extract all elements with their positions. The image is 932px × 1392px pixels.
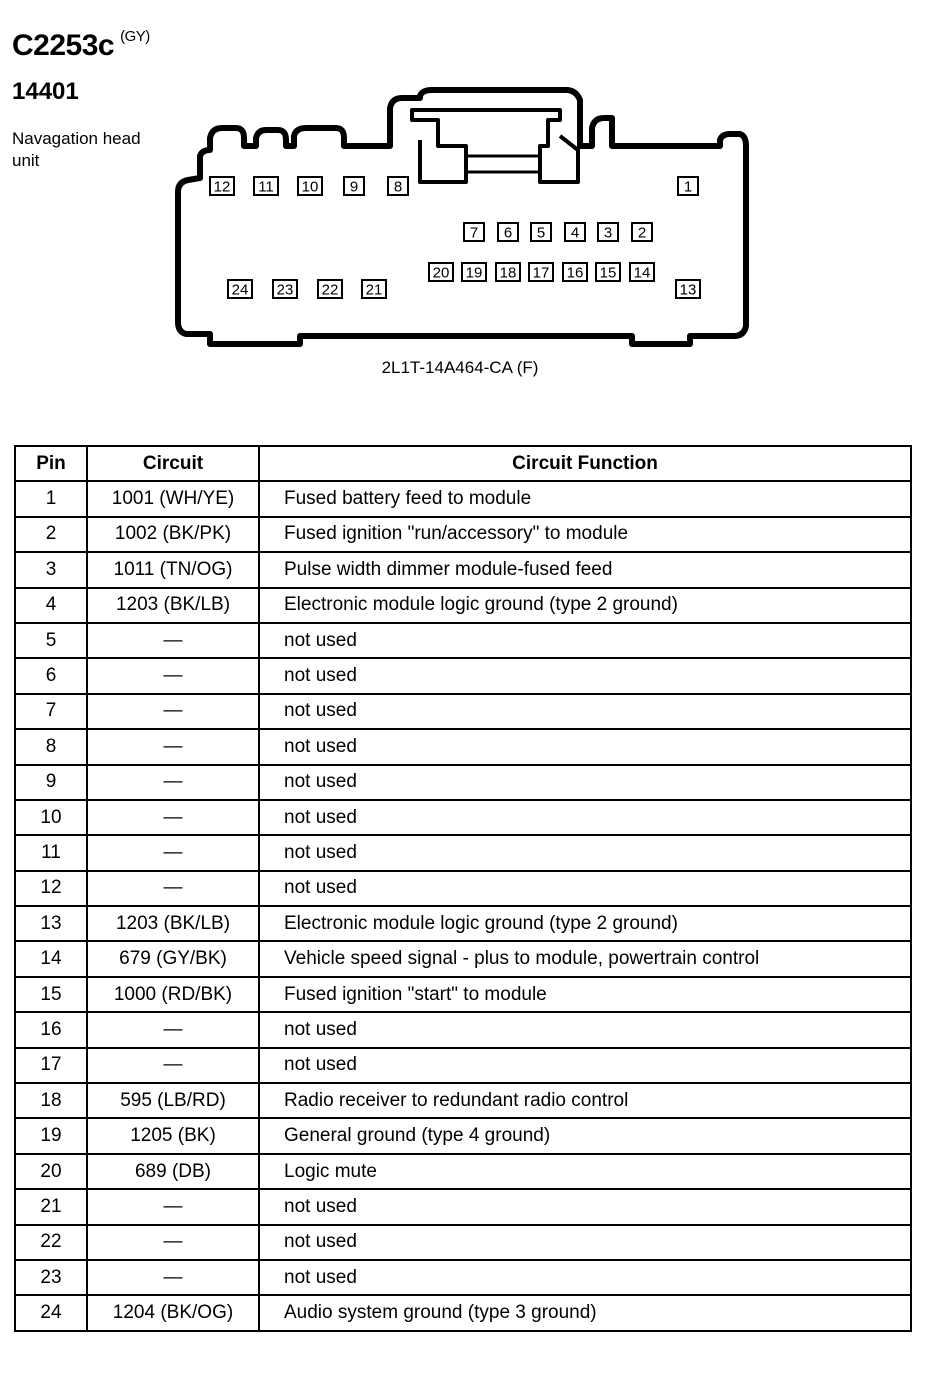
table-row	[15, 977, 911, 1012]
table-row	[15, 623, 911, 658]
cavity-label: 1	[683, 178, 693, 196]
circuit-cell: 689 (DB)	[87, 1154, 259, 1189]
pin-cell: 11	[15, 835, 87, 870]
color-code: (GY)	[120, 28, 150, 45]
cavity-label: 2	[637, 224, 647, 242]
circuit-cell: 1205 (BK)	[87, 1118, 259, 1153]
cavity-label: 21	[365, 281, 383, 299]
pin-cell: 24	[15, 1295, 87, 1330]
pin-cell: 21	[15, 1189, 87, 1224]
cavity-label: 11	[258, 178, 274, 196]
circuit-cell: 1204 (BK/OG)	[87, 1295, 259, 1330]
circuit-cell: —	[87, 1225, 259, 1260]
pin-table	[14, 445, 912, 1332]
part-number: 14401	[12, 78, 79, 105]
table-row	[15, 765, 911, 800]
pin-cell: 2	[15, 517, 87, 552]
cavity-label: 9	[349, 178, 359, 196]
circuit-cell: —	[87, 694, 259, 729]
cavity-label: 5	[536, 224, 546, 242]
cavity-label: 10	[301, 178, 319, 196]
circuit-cell: —	[87, 658, 259, 693]
function-cell: not used	[259, 1189, 911, 1224]
cavity-label: 13	[679, 281, 697, 299]
pin-cell: 3	[15, 552, 87, 587]
pin-cell: 8	[15, 729, 87, 764]
pin-cell: 9	[15, 765, 87, 800]
header-pin: Pin	[15, 446, 87, 481]
pin-cell: 4	[15, 588, 87, 623]
circuit-cell: 1203 (BK/LB)	[87, 588, 259, 623]
table-row	[15, 871, 911, 906]
circuit-cell: —	[87, 765, 259, 800]
pin-cell: 20	[15, 1154, 87, 1189]
function-cell: not used	[259, 800, 911, 835]
connector-diagram	[0, 0, 932, 400]
circuit-cell: 1011 (TN/OG)	[87, 552, 259, 587]
pin-cell: 14	[15, 941, 87, 976]
cavity-label: 8	[393, 178, 403, 196]
pin-cell: 7	[15, 694, 87, 729]
connector-body	[178, 90, 746, 344]
pin-cell: 16	[15, 1012, 87, 1047]
table-header-row	[15, 446, 911, 481]
function-cell: not used	[259, 694, 911, 729]
table-row	[15, 1048, 911, 1083]
pin-cell: 5	[15, 623, 87, 658]
function-cell: Fused battery feed to module	[259, 481, 911, 516]
pin-cell: 12	[15, 871, 87, 906]
circuit-cell: 595 (LB/RD)	[87, 1083, 259, 1118]
table-row	[15, 694, 911, 729]
component-description: Navagation head unit	[12, 129, 141, 170]
circuit-cell: 1002 (BK/PK)	[87, 517, 259, 552]
pin-cell: 17	[15, 1048, 87, 1083]
table-row	[15, 481, 911, 516]
circuit-cell: —	[87, 871, 259, 906]
table-row	[15, 1012, 911, 1047]
cavity-label: 15	[599, 264, 617, 282]
function-cell: Audio system ground (type 3 ground)	[259, 1295, 911, 1330]
function-cell: Radio receiver to redundant radio control	[259, 1083, 911, 1118]
function-cell: Fused ignition "start" to module	[259, 977, 911, 1012]
pin-cell: 19	[15, 1118, 87, 1153]
function-cell: not used	[259, 1012, 911, 1047]
circuit-cell: —	[87, 835, 259, 870]
table-row	[15, 729, 911, 764]
circuit-cell: 679 (GY/BK)	[87, 941, 259, 976]
table-row	[15, 1260, 911, 1295]
function-cell: not used	[259, 1225, 911, 1260]
cavity-label: 6	[503, 224, 513, 242]
function-cell: not used	[259, 1260, 911, 1295]
cavity-label: 24	[231, 281, 249, 299]
pin-cell: 13	[15, 906, 87, 941]
function-cell: not used	[259, 623, 911, 658]
function-cell: not used	[259, 1048, 911, 1083]
connector-part-label: 2L1T-14A464-CA (F)	[381, 358, 539, 377]
connector-id: C2253c	[12, 29, 115, 62]
table-row	[15, 1225, 911, 1260]
cavity-label: 18	[499, 264, 517, 282]
function-cell: not used	[259, 658, 911, 693]
cavity-label: 20	[432, 264, 450, 282]
cavity-label: 23	[276, 281, 294, 299]
pin-cell: 10	[15, 800, 87, 835]
table-row	[15, 1295, 911, 1330]
function-cell: Electronic module logic ground (type 2 ground)	[259, 588, 911, 623]
circuit-cell: —	[87, 1012, 259, 1047]
header-function: Circuit Function	[259, 446, 911, 481]
pin-cell: 23	[15, 1260, 87, 1295]
function-cell: Fused ignition "run/accessory" to module	[259, 517, 911, 552]
function-cell: Vehicle speed signal - plus to module, powertrain control	[259, 941, 911, 976]
circuit-cell: 1203 (BK/LB)	[87, 906, 259, 941]
table-row	[15, 658, 911, 693]
pin-cell: 1	[15, 481, 87, 516]
circuit-cell: 1000 (RD/BK)	[87, 977, 259, 1012]
table-row	[15, 800, 911, 835]
circuit-cell: —	[87, 800, 259, 835]
function-cell: not used	[259, 765, 911, 800]
pin-cell: 6	[15, 658, 87, 693]
cavity-label: 4	[570, 224, 580, 242]
function-cell: not used	[259, 871, 911, 906]
table-row	[15, 552, 911, 587]
cavity-label: 16	[566, 264, 584, 282]
pin-cell: 15	[15, 977, 87, 1012]
circuit-cell: —	[87, 1260, 259, 1295]
cavity-label: 7	[469, 224, 479, 242]
cavity-label: 22	[321, 281, 339, 299]
table-row	[15, 1118, 911, 1153]
circuit-cell: —	[87, 623, 259, 658]
circuit-cell: —	[87, 729, 259, 764]
table-row	[15, 588, 911, 623]
function-cell: Pulse width dimmer module-fused feed	[259, 552, 911, 587]
cavity-label: 3	[603, 224, 613, 242]
function-cell: General ground (type 4 ground)	[259, 1118, 911, 1153]
table-row	[15, 906, 911, 941]
table-row	[15, 1083, 911, 1118]
function-cell: Electronic module logic ground (type 2 ground)	[259, 906, 911, 941]
cavity-label: 12	[213, 178, 231, 196]
cavity-label: 17	[532, 264, 550, 282]
circuit-cell: 1001 (WH/YE)	[87, 481, 259, 516]
function-cell: not used	[259, 729, 911, 764]
circuit-cell: —	[87, 1189, 259, 1224]
cavity-label: 19	[465, 264, 483, 282]
table-row	[15, 835, 911, 870]
pin-cell: 18	[15, 1083, 87, 1118]
table-row	[15, 517, 911, 552]
header-circuit: Circuit	[87, 446, 259, 481]
function-cell: not used	[259, 835, 911, 870]
table-row	[15, 941, 911, 976]
pin-cell: 22	[15, 1225, 87, 1260]
table-row	[15, 1189, 911, 1224]
circuit-cell: —	[87, 1048, 259, 1083]
function-cell: Logic mute	[259, 1154, 911, 1189]
table-row	[15, 1154, 911, 1189]
cavity-label: 14	[633, 264, 651, 282]
